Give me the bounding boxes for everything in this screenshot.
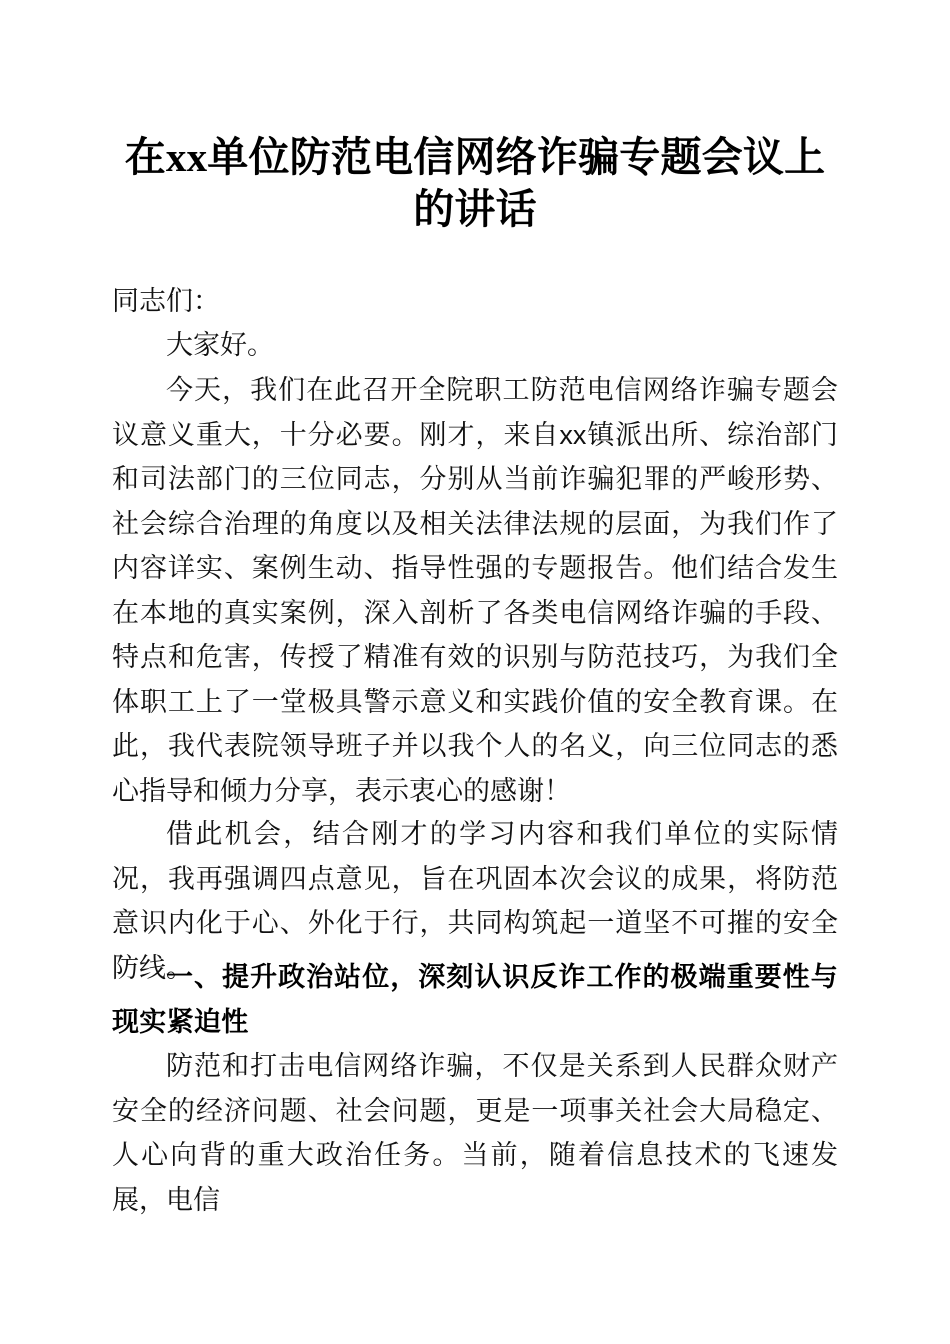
body-paragraph-1: 今天，我们在此召开全院职工防范电信网络诈骗专题会议意义重大，十分必要。刚才，来自xx镇派出所、综治部门和司法部门的三位同志，分别从当前诈骗犯罪的严峻形势、社会综合治理的角度以及相关法律法规的层面，为我们作了内容详实、案例生动、指导性强的专题报告。他们结合发生在本地的真实案例，深入剖析了各类电信网络诈骗的手段、特点和危害，传授了精准有效的识别与防范技巧，为我们全体职工上了一堂极具警示意义和实践价值的安全教育课。在此，我代表院领导班子并以我个人的名义，向三位同志的悉心指导和倾力分享，表示衷心的感谢！ xyxy=(112,375,838,806)
section-heading-1: 一、提升政治站位，深刻认识反诈工作的极端重要性与现实紧迫性 xyxy=(112,962,838,1037)
salutation-line: 同志们： xyxy=(112,286,220,316)
page-title: 在xx单位防范电信网络诈骗专题会议上的讲话 xyxy=(124,134,826,232)
greeting-line: 大家好。 xyxy=(166,330,274,360)
body-paragraph-3: 防范和打击电信网络诈骗，不仅是关系到人民群众财产安全的经济问题、社会问题，更是一项事关社会大局稳定、人心向背的重大政治任务。当前，随着信息技术的飞速发展，电信 xyxy=(112,1051,838,1215)
body-paragraph-2: 借此机会，结合刚才的学习内容和我们单位的实际情况，我再强调四点意见，旨在巩固本次会议的成果，将防范意识内化于心、外化于行，共同构筑起一道坚不可摧的安全防线。 xyxy=(112,819,838,983)
